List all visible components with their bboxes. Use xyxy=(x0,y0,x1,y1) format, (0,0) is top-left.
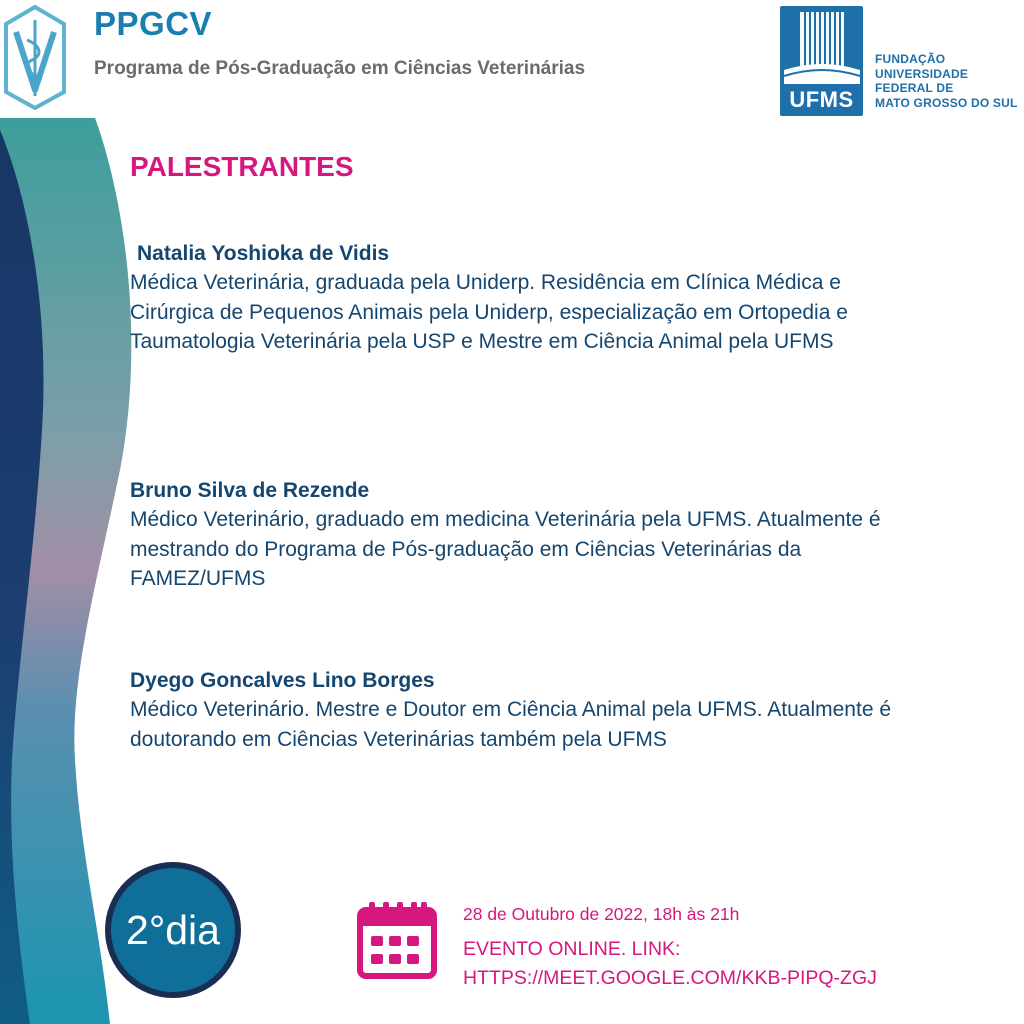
ufms-logo-label: UFMS xyxy=(789,87,854,112)
ufms-foundation-line: UNIVERSIDADE xyxy=(875,66,969,81)
ufms-foundation-line: FUNDAÇÃO xyxy=(875,52,946,66)
event-date-time: 28 de Outubro de 2022, 18h às 21h xyxy=(463,904,740,924)
speaker-bio: Médica Veterinária, graduada pela Uniderp. Residência em Clínica Médica e Cirúrgica de Pequenos Animais pela Uniderp, especialização em Ortopedia e Taumatologia Veterinária pela USP e Mestre em Ciência Animal pela UFMS xyxy=(130,271,848,353)
ufms-foundation-line: FEDERAL DE xyxy=(875,81,954,95)
ufms-building-icon xyxy=(780,6,863,86)
header-acronym: PPGCV xyxy=(94,5,213,42)
ufms-foundation-line: MATO GROSSO DO SUL xyxy=(875,95,1018,110)
day-badge: 2°dia xyxy=(105,862,241,998)
speaker-card xyxy=(130,477,1010,594)
ufms-logo xyxy=(780,6,863,116)
speaker-card xyxy=(130,240,1010,357)
speaker-card xyxy=(130,667,1010,754)
speaker-bio: Médico Veterinário. Mestre e Doutor em Ciência Animal pela UFMS. Atualmente é doutorando em Ciências Veterinárias também pela UFMS xyxy=(130,698,892,751)
speaker-bio: Médico Veterinário, graduado em medicina Veterinária pela UFMS. Atualmente é mestrando do Programa de Pós-graduação em Ciências Veterinárias da FAMEZ/UFMS xyxy=(130,508,881,590)
section-title: PALESTRANTES xyxy=(130,151,354,182)
speaker-name: Dyego Goncalves Lino Borges xyxy=(130,669,435,692)
event-meeting-link[interactable]: HTTPS://MEET.GOOGLE.COM/KKB-PIPQ-ZGJ xyxy=(463,967,877,989)
header-program-name: Programa de Pós-Graduação em Ciências Veterinárias xyxy=(94,58,586,79)
ufms-foundation-name xyxy=(875,52,1023,110)
veterinary-caduceus-icon xyxy=(2,4,68,110)
calendar-icon xyxy=(355,900,439,980)
speaker-name: Natalia Yoshioka de Vidis xyxy=(137,242,390,265)
speaker-name: Bruno Silva de Rezende xyxy=(130,479,370,502)
event-online-label: EVENTO ONLINE. LINK: xyxy=(463,938,681,960)
